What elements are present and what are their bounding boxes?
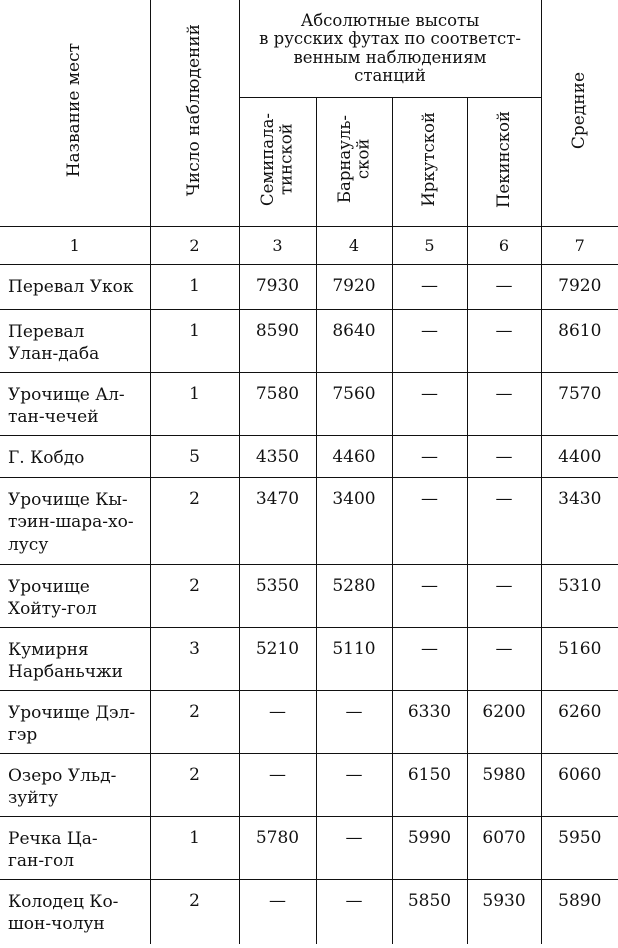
table-row	[0, 265, 618, 310]
table-row	[0, 880, 618, 944]
header-station-peking: Пекинской	[467, 98, 541, 227]
observation-count-cell: 3	[150, 628, 239, 691]
irkutsk-height-cell: —	[392, 565, 467, 628]
irkutsk-height-cell: 5990	[392, 817, 467, 880]
barnaul-height-cell: 7560	[316, 373, 392, 436]
column-number: 4	[316, 227, 392, 265]
semipalatinsk-height-cell: 5210	[239, 628, 316, 691]
observation-count-cell: 2	[150, 565, 239, 628]
irkutsk-height-cell: 6330	[392, 691, 467, 754]
observation-count-cell: 1	[150, 817, 239, 880]
barnaul-height-cell: 8640	[316, 310, 392, 373]
column-number: 2	[150, 227, 239, 265]
average-height-cell: 5160	[541, 628, 618, 691]
peking-height-cell: 5980	[467, 754, 541, 817]
irkutsk-height-cell: 6150	[392, 754, 467, 817]
peking-height-cell: 6200	[467, 691, 541, 754]
average-height-cell: 7920	[541, 265, 618, 310]
barnaul-height-cell: —	[316, 691, 392, 754]
peking-height-cell: —	[467, 373, 541, 436]
peking-height-cell: —	[467, 310, 541, 373]
barnaul-height-cell: 5110	[316, 628, 392, 691]
irkutsk-height-cell: —	[392, 265, 467, 310]
column-number: 6	[467, 227, 541, 265]
header-observation-count: Число наблюдений	[150, 0, 239, 227]
irkutsk-height-cell: —	[392, 373, 467, 436]
place-name-cell: Г. Кобдо	[0, 436, 150, 478]
observation-count-cell: 2	[150, 754, 239, 817]
observation-count-cell: 1	[150, 310, 239, 373]
place-name-cell: Озеро Ульд- зуйту	[0, 754, 150, 817]
average-height-cell: 5950	[541, 817, 618, 880]
column-number: 7	[541, 227, 618, 265]
observation-count-cell: 5	[150, 436, 239, 478]
table-row	[0, 754, 618, 817]
place-name-cell: Урочище Кы- тэин-шара-хо- лусу	[0, 478, 150, 565]
irkutsk-height-cell: —	[392, 310, 467, 373]
place-name-cell: Урочище Хойту-гол	[0, 565, 150, 628]
observation-count-cell: 1	[150, 373, 239, 436]
semipalatinsk-height-cell: 7580	[239, 373, 316, 436]
irkutsk-height-cell: —	[392, 478, 467, 565]
column-number: 1	[0, 227, 150, 265]
table-row	[0, 691, 618, 754]
average-height-cell: 5310	[541, 565, 618, 628]
peking-height-cell: —	[467, 478, 541, 565]
average-height-cell: 3430	[541, 478, 618, 565]
barnaul-height-cell: 5280	[316, 565, 392, 628]
column-number: 3	[239, 227, 316, 265]
place-name-cell: Урочище Дэл- гэр	[0, 691, 150, 754]
peking-height-cell: —	[467, 628, 541, 691]
barnaul-height-cell: 4460	[316, 436, 392, 478]
peking-height-cell: 6070	[467, 817, 541, 880]
semipalatinsk-height-cell: —	[239, 880, 316, 944]
semipalatinsk-height-cell: —	[239, 754, 316, 817]
irkutsk-height-cell: 5850	[392, 880, 467, 944]
barnaul-height-cell: —	[316, 817, 392, 880]
table-row	[0, 817, 618, 880]
average-height-cell: 5890	[541, 880, 618, 944]
column-number-row	[0, 227, 618, 265]
semipalatinsk-height-cell: —	[239, 691, 316, 754]
peking-height-cell: —	[467, 265, 541, 310]
barnaul-height-cell: —	[316, 880, 392, 944]
place-name-cell: Кумирня Нарбаньчжи	[0, 628, 150, 691]
average-height-cell: 8610	[541, 310, 618, 373]
table-row	[0, 478, 618, 565]
observation-count-cell: 2	[150, 880, 239, 944]
semipalatinsk-height-cell: 4350	[239, 436, 316, 478]
barnaul-height-cell: 7920	[316, 265, 392, 310]
semipalatinsk-height-cell: 8590	[239, 310, 316, 373]
barnaul-height-cell: —	[316, 754, 392, 817]
observation-count-cell: 1	[150, 265, 239, 310]
semipalatinsk-height-cell: 7930	[239, 265, 316, 310]
place-name-cell: Колодец Ко- шон-чолун	[0, 880, 150, 944]
place-name-cell: Перевал Укок	[0, 265, 150, 310]
header-station-barnaul: Барнауль- ской	[316, 98, 392, 227]
peking-height-cell: —	[467, 436, 541, 478]
table-row	[0, 310, 618, 373]
irkutsk-height-cell: —	[392, 628, 467, 691]
average-height-cell: 6260	[541, 691, 618, 754]
column-number: 5	[392, 227, 467, 265]
table-row	[0, 436, 618, 478]
header-station-semipalatinsk: Семипала- тинской	[239, 98, 316, 227]
peking-height-cell: —	[467, 565, 541, 628]
average-height-cell: 6060	[541, 754, 618, 817]
irkutsk-height-cell: —	[392, 436, 467, 478]
header-place-name: Название мест	[0, 0, 150, 227]
barnaul-height-cell: 3400	[316, 478, 392, 565]
header-station-irkutsk: Иркутской	[392, 98, 467, 227]
observation-count-cell: 2	[150, 691, 239, 754]
place-name-cell: Перевал Улан-даба	[0, 310, 150, 373]
header-average: Средние	[541, 0, 618, 227]
header-absolute-heights: Абсолютные высоты в русских футах по соответст- венным наблюдениям станций	[239, 0, 541, 98]
table-row	[0, 565, 618, 628]
semipalatinsk-height-cell: 5780	[239, 817, 316, 880]
semipalatinsk-height-cell: 5350	[239, 565, 316, 628]
place-name-cell: Речка Ца- ган-гол	[0, 817, 150, 880]
average-height-cell: 4400	[541, 436, 618, 478]
peking-height-cell: 5930	[467, 880, 541, 944]
semipalatinsk-height-cell: 3470	[239, 478, 316, 565]
table-row	[0, 373, 618, 436]
table-row	[0, 628, 618, 691]
place-name-cell: Урочище Ал- тан-чечей	[0, 373, 150, 436]
average-height-cell: 7570	[541, 373, 618, 436]
observation-count-cell: 2	[150, 478, 239, 565]
